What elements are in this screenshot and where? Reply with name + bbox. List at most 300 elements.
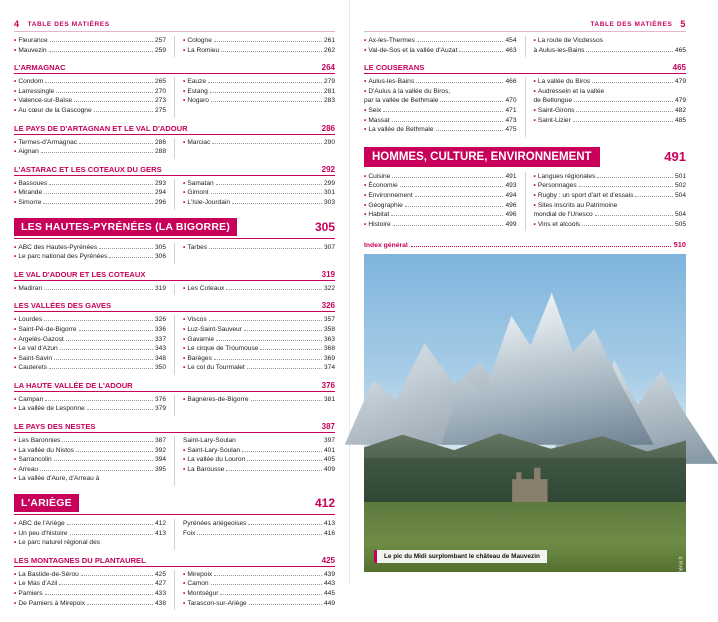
toc-entry[interactable] bbox=[183, 570, 335, 580]
toc-entry[interactable] bbox=[534, 36, 687, 46]
toc-entry[interactable] bbox=[14, 106, 166, 116]
toc-entry[interactable] bbox=[14, 465, 166, 475]
toc-entry-label: Le val d'Azun bbox=[18, 345, 58, 353]
toc-column-1 bbox=[14, 77, 166, 117]
toc-entry[interactable] bbox=[534, 191, 687, 201]
toc-block-continuation bbox=[14, 36, 335, 57]
bullet-icon: • bbox=[183, 354, 186, 362]
section-header-val-adour[interactable] bbox=[14, 270, 335, 281]
toc-entry[interactable] bbox=[14, 570, 166, 580]
toc-entry-label: Habitat bbox=[368, 211, 390, 219]
toc-entry[interactable] bbox=[364, 181, 517, 191]
leader-dots bbox=[216, 184, 322, 185]
toc-block-continuation-right bbox=[364, 36, 686, 57]
bullet-icon: • bbox=[183, 325, 186, 333]
toc-entry[interactable] bbox=[183, 243, 335, 253]
toc-entry[interactable] bbox=[183, 579, 335, 589]
section-title: LA HAUTE VALLÉE DE L'ADOUR bbox=[14, 380, 133, 390]
leader-dots bbox=[59, 584, 153, 585]
toc-entry[interactable] bbox=[14, 46, 166, 56]
toc-entry-page: 273 bbox=[154, 97, 166, 105]
toc-entry[interactable] bbox=[534, 96, 687, 106]
leader-dots bbox=[211, 101, 322, 102]
bullet-icon: • bbox=[183, 580, 186, 588]
toc-column-2 bbox=[174, 284, 335, 296]
bullet-icon: • bbox=[183, 284, 186, 292]
section-header-pays-des-nestes[interactable] bbox=[14, 422, 335, 433]
bullet-icon: • bbox=[183, 364, 186, 372]
toc-entry-page: 379 bbox=[154, 405, 166, 413]
toc-entry[interactable] bbox=[14, 436, 166, 446]
toc-entry[interactable] bbox=[534, 87, 687, 97]
bullet-icon: • bbox=[183, 599, 186, 607]
leader-dots bbox=[41, 152, 153, 153]
toc-entry[interactable] bbox=[183, 77, 335, 87]
toc-entry-label: à Aulus-les-Bains bbox=[533, 46, 585, 54]
toc-entry[interactable] bbox=[183, 325, 335, 335]
bullet-icon: • bbox=[364, 172, 367, 180]
section-title: LES VALLÉES DES GAVES bbox=[14, 301, 112, 311]
leader-dots bbox=[54, 359, 153, 360]
bullet-icon: • bbox=[14, 580, 17, 588]
toc-entry-page: 449 bbox=[323, 599, 335, 607]
toc-entry[interactable] bbox=[14, 455, 166, 465]
leader-dots bbox=[74, 101, 153, 102]
section-page: 292 bbox=[321, 164, 335, 174]
leader-dots bbox=[592, 82, 673, 83]
toc-entry-page: 301 bbox=[323, 189, 335, 197]
toc-entry-page: 445 bbox=[323, 590, 335, 597]
toc-entry-page: 259 bbox=[154, 46, 166, 54]
toc-entry-page: 306 bbox=[154, 253, 166, 261]
toc-entry-page: 348 bbox=[154, 354, 166, 362]
toc-entry[interactable] bbox=[364, 116, 517, 126]
toc-entry[interactable] bbox=[534, 210, 687, 220]
toc-entry[interactable] bbox=[14, 198, 166, 208]
toc-entry-label: Massat bbox=[368, 116, 390, 124]
bullet-icon: • bbox=[533, 182, 536, 190]
toc-entry[interactable] bbox=[14, 395, 166, 405]
toc-entry[interactable] bbox=[14, 252, 166, 262]
toc-entry[interactable] bbox=[183, 529, 335, 539]
toc-entry[interactable] bbox=[14, 77, 166, 87]
toc-column-2 bbox=[174, 570, 335, 610]
toc-entry[interactable] bbox=[183, 96, 335, 106]
toc-column-2 bbox=[174, 395, 335, 416]
section-header-haute-vallee-adour[interactable] bbox=[14, 381, 335, 392]
toc-block-astarac bbox=[14, 179, 335, 210]
toc-entry[interactable] bbox=[183, 519, 335, 529]
toc-entry[interactable] bbox=[183, 198, 335, 208]
toc-entry-label: La route de Vicdessos bbox=[537, 37, 603, 44]
toc-entry-label: de Bellongue bbox=[533, 97, 572, 105]
index-line-page: 510 bbox=[673, 240, 686, 250]
section-page: 412 bbox=[314, 496, 335, 511]
toc-entry[interactable] bbox=[183, 344, 335, 354]
toc-entry-page: 387 bbox=[154, 437, 166, 445]
toc-entry[interactable] bbox=[534, 106, 687, 116]
section-title: HOMMES, CULTURE, ENVIRONNEMENT bbox=[364, 147, 600, 167]
toc-entry-page: 504 bbox=[674, 211, 686, 219]
toc-entry-page: 439 bbox=[323, 570, 335, 578]
toc-entry-page: 496 bbox=[505, 211, 517, 219]
toc-entry-label: Les Coteaux bbox=[187, 284, 225, 292]
toc-block-val-adour bbox=[14, 284, 335, 296]
toc-entry[interactable] bbox=[183, 599, 335, 609]
toc-entry-label: Vins et alcools bbox=[537, 220, 581, 228]
toc-entry-label: Fleurance bbox=[18, 37, 48, 44]
toc-entry-label: Cauterets bbox=[18, 364, 47, 372]
toc-entry-label: Cuisine bbox=[368, 172, 391, 180]
toc-entry[interactable] bbox=[183, 335, 335, 345]
toc-entry-label: Mirepoix bbox=[187, 570, 213, 578]
toc-entry[interactable] bbox=[14, 599, 166, 609]
toc-entry-label: Personnages bbox=[537, 182, 577, 190]
section-header-couserans[interactable] bbox=[364, 63, 686, 74]
toc-column-2 bbox=[174, 179, 335, 210]
bullet-icon: • bbox=[14, 189, 17, 197]
leader-dots bbox=[209, 248, 322, 249]
toc-entry-label: Condom bbox=[18, 78, 44, 86]
bullet-icon: • bbox=[14, 599, 17, 607]
toc-entry[interactable] bbox=[14, 147, 166, 157]
toc-entry-label: Val-de-Sos et la vallée d'Auzat bbox=[368, 46, 458, 54]
bullet-icon: • bbox=[14, 456, 17, 464]
toc-entry-page: 299 bbox=[323, 179, 335, 187]
leader-dots bbox=[242, 451, 322, 452]
toc-column-2 bbox=[174, 243, 335, 264]
toc-entry[interactable] bbox=[14, 284, 166, 294]
section-title: L'ARIÈGE bbox=[14, 494, 79, 512]
toc-entry-page: 405 bbox=[323, 456, 335, 464]
section-header-vallees-des-gaves[interactable] bbox=[14, 301, 335, 312]
toc-entry[interactable] bbox=[534, 46, 687, 56]
toc-entry-label: Aignan bbox=[18, 148, 39, 156]
section-header-plantaurel[interactable] bbox=[14, 556, 335, 567]
toc-entry[interactable] bbox=[14, 243, 166, 253]
leader-dots bbox=[49, 368, 153, 369]
bullet-icon: • bbox=[183, 395, 186, 403]
toc-block-ariege bbox=[14, 519, 335, 550]
section-page: 264 bbox=[321, 63, 335, 73]
toc-entry-page: 504 bbox=[674, 191, 686, 199]
leader-dots bbox=[392, 121, 504, 122]
toc-entry-label: Lourdes bbox=[18, 316, 43, 324]
toc-entry-label: De Pamiers à Mirepoix bbox=[18, 599, 86, 607]
toc-entry[interactable] bbox=[183, 138, 335, 148]
toc-entry-page: 473 bbox=[505, 116, 517, 124]
toc-entry-label: Gimont bbox=[187, 189, 209, 197]
photo-pic-du-midi bbox=[364, 254, 686, 622]
toc-entry-page: 357 bbox=[323, 316, 335, 324]
leader-dots bbox=[54, 460, 153, 461]
toc-entry[interactable] bbox=[183, 589, 335, 599]
toc-entry-label: La vallée de Lesponne bbox=[18, 405, 85, 413]
toc-entry[interactable] bbox=[14, 96, 166, 106]
toc-entry-label: La Bastide-de-Sérou bbox=[18, 570, 79, 578]
bullet-icon: • bbox=[14, 179, 17, 187]
leader-dots bbox=[226, 470, 322, 471]
toc-entry-page: 294 bbox=[154, 189, 166, 197]
leader-dots bbox=[576, 111, 673, 112]
toc-entry[interactable] bbox=[14, 179, 166, 189]
toc-entry[interactable] bbox=[183, 395, 335, 405]
toc-entry-page: 275 bbox=[154, 106, 166, 114]
bullet-icon: • bbox=[14, 364, 17, 372]
bullet-icon: • bbox=[14, 316, 17, 324]
toc-entry-label: Saint-Lizier bbox=[537, 116, 571, 124]
toc-entry-label: Bassoues bbox=[18, 179, 48, 187]
toc-entry-label: Rugby : un sport d'art et d'essais bbox=[537, 191, 634, 199]
bullet-icon: • bbox=[14, 148, 17, 156]
toc-entry[interactable] bbox=[534, 220, 687, 230]
toc-entry[interactable] bbox=[14, 335, 166, 345]
toc-entry[interactable] bbox=[14, 87, 166, 97]
bullet-icon: • bbox=[183, 198, 186, 206]
left-page bbox=[0, 0, 350, 607]
toc-entry-page: 281 bbox=[323, 87, 335, 95]
toc-entry[interactable] bbox=[183, 363, 335, 373]
leader-dots bbox=[214, 359, 322, 360]
section-page: 319 bbox=[321, 269, 335, 279]
index-line-general[interactable] bbox=[364, 239, 686, 251]
leader-dots bbox=[81, 575, 153, 576]
section-header-hautes-pyrenees[interactable] bbox=[14, 218, 335, 239]
bullet-icon: • bbox=[364, 182, 367, 190]
bullet-icon: • bbox=[533, 87, 536, 95]
toc-column-2 bbox=[525, 172, 687, 232]
toc-column-2 bbox=[174, 315, 335, 375]
section-page: 286 bbox=[321, 123, 335, 133]
toc-entry-label: Le Mas d'Azil bbox=[18, 580, 58, 588]
bullet-icon: • bbox=[183, 456, 186, 464]
leader-dots bbox=[67, 524, 153, 525]
toc-entry[interactable] bbox=[364, 201, 517, 211]
toc-entry[interactable] bbox=[183, 354, 335, 364]
toc-entry-label: Larressingle bbox=[18, 87, 55, 95]
toc-entry-label: Eauze bbox=[187, 78, 207, 86]
toc-block-hommes-culture bbox=[364, 172, 686, 232]
bullet-icon: • bbox=[364, 116, 367, 124]
toc-entry[interactable] bbox=[364, 46, 517, 56]
toc-entry-label: Nogaro bbox=[187, 97, 209, 105]
toc-column-2 bbox=[174, 519, 335, 550]
toc-entry-label: Histoire bbox=[368, 220, 391, 228]
toc-entry[interactable] bbox=[183, 315, 335, 325]
leader-dots bbox=[597, 177, 673, 178]
toc-entry[interactable] bbox=[364, 191, 517, 201]
toc-entry[interactable] bbox=[14, 538, 166, 548]
toc-entry[interactable] bbox=[14, 579, 166, 589]
leader-dots bbox=[44, 193, 153, 194]
section-title: LES MONTAGNES DU PLANTAUREL bbox=[14, 555, 146, 565]
toc-entry[interactable] bbox=[364, 106, 517, 116]
toc-entry-page: 303 bbox=[323, 198, 335, 206]
toc-entry-label: Économie bbox=[368, 182, 398, 190]
toc-entry[interactable] bbox=[534, 116, 687, 126]
toc-entry[interactable] bbox=[183, 46, 335, 56]
toc-entry-page: 470 bbox=[505, 97, 517, 105]
toc-entry[interactable] bbox=[183, 188, 335, 198]
toc-entry-page: 397 bbox=[323, 437, 335, 445]
toc-entry-page: 307 bbox=[323, 243, 335, 251]
section-title: LE PAYS DE D'ARTAGNAN ET LE VAL D'ADOUR bbox=[14, 123, 188, 133]
photo-credit: © com.fr/Jean-Paul Phénix.fr bbox=[678, 556, 684, 622]
toc-entry-page: 376 bbox=[154, 395, 166, 403]
toc-entry[interactable] bbox=[534, 201, 687, 211]
left-running-head-label: TABLE DES MATIÈRES bbox=[27, 20, 110, 28]
leader-dots bbox=[87, 409, 153, 410]
toc-entry[interactable] bbox=[183, 446, 335, 456]
toc-entry[interactable] bbox=[14, 188, 166, 198]
toc-entry[interactable] bbox=[364, 96, 517, 106]
leader-dots bbox=[197, 534, 322, 535]
toc-entry[interactable] bbox=[183, 284, 335, 294]
toc-entry-page: 326 bbox=[154, 316, 166, 324]
leader-dots bbox=[260, 349, 322, 350]
toc-entry-page: 496 bbox=[505, 201, 517, 209]
toc-entry[interactable] bbox=[364, 172, 517, 182]
bullet-icon: • bbox=[14, 520, 17, 528]
toc-entry[interactable] bbox=[14, 325, 166, 335]
toc-column-2 bbox=[174, 77, 335, 117]
leader-dots bbox=[440, 101, 503, 102]
bullet-icon: • bbox=[364, 211, 367, 219]
toc-entry[interactable] bbox=[14, 519, 166, 529]
toc-entry[interactable] bbox=[364, 125, 517, 135]
toc-entry[interactable] bbox=[14, 529, 166, 539]
toc-entry-label: Aulus-les-Bains bbox=[368, 78, 415, 86]
bullet-icon: • bbox=[533, 220, 536, 228]
leader-dots bbox=[79, 143, 153, 144]
toc-entry-page: 288 bbox=[154, 148, 166, 156]
section-header-hommes-culture-environnement[interactable] bbox=[364, 147, 686, 167]
toc-entry-label: Seix bbox=[368, 106, 382, 114]
toc-block-hautes-pyrenees bbox=[14, 243, 335, 264]
left-content bbox=[14, 36, 335, 610]
bullet-icon: • bbox=[14, 87, 17, 95]
leader-dots bbox=[416, 82, 503, 83]
leader-dots bbox=[212, 143, 322, 144]
right-folio: 5 bbox=[680, 19, 686, 29]
photo-caption: Le pic du Midi surplombant le château de Mauvezin bbox=[374, 550, 547, 563]
toc-entry[interactable] bbox=[14, 354, 166, 364]
leader-dots bbox=[49, 51, 153, 52]
toc-entry-label: La Romieu bbox=[187, 46, 220, 54]
toc-column-1 bbox=[364, 36, 517, 57]
toc-entry-page: 491 bbox=[505, 172, 517, 180]
bullet-icon: • bbox=[14, 198, 17, 206]
toc-entry[interactable] bbox=[14, 315, 166, 325]
leader-dots bbox=[209, 320, 322, 321]
leader-dots bbox=[216, 340, 322, 341]
toc-entry-page: 409 bbox=[323, 465, 335, 473]
toc-entry-label: Le parc naturel régional des bbox=[18, 539, 101, 547]
section-header-astarac[interactable] bbox=[14, 165, 335, 176]
toc-entry[interactable] bbox=[534, 77, 687, 87]
bullet-icon: • bbox=[14, 138, 17, 146]
section-title: LE VAL D'ADOUR ET LES COTEAUX bbox=[14, 269, 146, 279]
toc-entry-page: 494 bbox=[505, 191, 517, 199]
bullet-icon: • bbox=[14, 46, 17, 54]
right-running-head-label: TABLE DES MATIÈRES bbox=[590, 20, 673, 28]
toc-entry[interactable] bbox=[14, 404, 166, 414]
toc-entry[interactable] bbox=[14, 36, 166, 46]
bullet-icon: • bbox=[533, 37, 536, 44]
toc-entry[interactable] bbox=[14, 589, 166, 599]
toc-entry[interactable] bbox=[14, 474, 166, 484]
toc-entry-label: La vallée de Bethmale bbox=[368, 126, 434, 134]
toc-entry[interactable] bbox=[183, 436, 335, 446]
leader-dots bbox=[45, 82, 153, 83]
leader-dots bbox=[244, 330, 322, 331]
leader-dots bbox=[635, 196, 673, 197]
section-header-ariege[interactable] bbox=[14, 494, 335, 515]
toc-entry[interactable] bbox=[364, 77, 517, 87]
bullet-icon: • bbox=[183, 590, 186, 597]
toc-entry[interactable] bbox=[534, 181, 687, 191]
leader-dots bbox=[249, 604, 322, 605]
toc-entry[interactable] bbox=[14, 344, 166, 354]
bullet-icon: • bbox=[364, 37, 367, 44]
toc-entry-label: Sarrancolin bbox=[18, 456, 52, 464]
bullet-icon: • bbox=[183, 335, 186, 343]
toc-entry-label: Gavarnie bbox=[187, 335, 215, 343]
bullet-icon: • bbox=[364, 78, 367, 86]
leader-dots bbox=[582, 225, 673, 226]
bullet-icon: • bbox=[14, 78, 17, 86]
bullet-icon: • bbox=[183, 138, 186, 146]
bullet-icon: • bbox=[533, 191, 536, 199]
toc-entry[interactable] bbox=[364, 36, 517, 46]
section-header-armagnac[interactable] bbox=[14, 63, 335, 74]
toc-entry[interactable] bbox=[534, 172, 687, 182]
toc-entry[interactable] bbox=[14, 138, 166, 148]
leader-dots bbox=[70, 534, 153, 535]
bullet-icon: • bbox=[183, 78, 186, 86]
bullet-icon: • bbox=[14, 446, 17, 454]
toc-entry-label: L'Isle-Jourdain bbox=[187, 198, 230, 206]
toc-entry[interactable] bbox=[183, 179, 335, 189]
toc-entry[interactable] bbox=[14, 363, 166, 373]
toc-entry[interactable] bbox=[183, 465, 335, 475]
toc-entry-label: Les Baronnies bbox=[18, 437, 61, 445]
bullet-icon: • bbox=[14, 97, 17, 105]
toc-column-1 bbox=[14, 436, 166, 486]
toc-entry-page: 257 bbox=[154, 37, 166, 44]
toc-entry[interactable] bbox=[183, 455, 335, 465]
toc-entry-label: Argelès-Gazost bbox=[18, 335, 64, 343]
toc-entry[interactable] bbox=[14, 446, 166, 456]
toc-entry-label: Tarascon-sur-Ariège bbox=[187, 599, 247, 607]
toc-entry[interactable] bbox=[364, 220, 517, 230]
section-page: 376 bbox=[321, 380, 335, 390]
leader-dots bbox=[383, 111, 503, 112]
left-folio: 4 bbox=[14, 19, 20, 29]
section-header-pays-dartagnan[interactable] bbox=[14, 124, 335, 135]
toc-entry[interactable] bbox=[183, 87, 335, 97]
toc-entry-page: 381 bbox=[323, 395, 335, 403]
toc-entry[interactable] bbox=[364, 87, 517, 97]
toc-entry-label: La Barousse bbox=[187, 465, 225, 473]
bullet-icon: • bbox=[14, 465, 17, 473]
toc-entry-label: ABC de l'Ariège bbox=[18, 520, 65, 528]
index-line-label: Index général bbox=[364, 242, 408, 250]
toc-entry-label: Cologne bbox=[187, 37, 212, 44]
toc-entry[interactable] bbox=[364, 210, 517, 220]
toc-entry[interactable] bbox=[183, 36, 335, 46]
bullet-icon: • bbox=[183, 465, 186, 473]
